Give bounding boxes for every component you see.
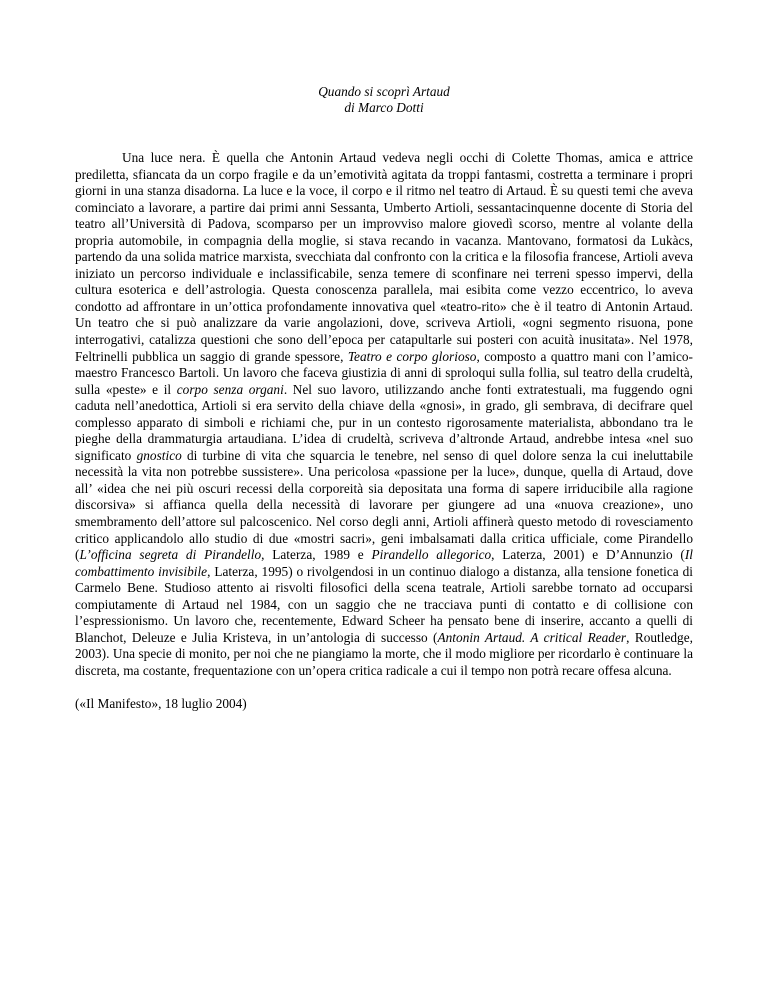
italic-title-segment: corpo senza organi [176,381,284,397]
text-segment: Una luce nera. È quella che Antonin Artaud vedeva negli occhi di Colette Thomas, amica e attrice prediletta, sfiancata da un corpo fragile e da un’emotività agitata da troppi fantasmi, costretta a terminare i propri giorni in una stanza disadorna. La luce e la voce, il corpo e il ritmo nel teatro di Artaud. È su questi temi che aveva cominciato a lavorare, a partire dai primi anni Sessanta, Umberto Artioli, sessantacinquenne docente di Storia del teatro all’Università di Padova, scomparso per un improvviso malore giovedì scorso, mentre al volante della propria automobile, in compagnia della moglie, si stava recando in vacanza. Mantovano, formatosi da Lukàcs, partendo da una solida matrice marxista, svecchiata dal confronto con la critica e la filosofia francese, Artioli aveva iniziato un percorso individuale e inclassificabile, senza temere di sconfinare nei terreni spesso impervi, della cultura esoterica e dell’astrologia. Questa conoscenza parallela, mai esibita come vezzo eccentrico, lo aveva condotto ad affrontare in un’ottica profondamente innovativa quel «teatro-rito» che è il teatro di Antonin Artaud. Un teatro che si può analizzare da varie angolazioni, dove, scriveva Artioli, «ogni segmento risuona, pone interrogativi, catalizza questioni che sono dell’epoca per catapultarle sui posteri con acuità inusitata». Nel 1978, Feltrinelli pubblica un saggio di grande spessore, [75,150,693,364]
italic-title-segment: L’officina segreta di Pirandello [79,547,262,563]
text-segment: , composto a quattro mani con l’amico-maestro Francesco Bartoli. Un lavoro che faceva giustizia di anni di sproloqui sulla follia, sul teatro della crudeltà, sulla «peste» e il [75,348,693,397]
text-segment: , Laterza, 2001) e D’Annunzio ( [491,547,685,563]
document-page [75,84,693,712]
text-segment: . Nel suo lavoro, utilizzando anche fonti extratestuali, ma fuggendo ogni caduta nell’anedottica, Artioli si era servito della chiave della «gnosi», in grado, gli sembrava, di decifrare quel complesso apparato di simboli e richiami che, pur in un contesto rigorosamente materialista, abbondano tra le pieghe della drammaturgia artaudiana. L’idea di crudeltà, scriveva d’altronde Artaud, andrebbe intesa «nel suo significato [75,381,693,463]
article-body [75,150,693,680]
text-segment: , Routledge, 2003). Una specie di monito, per noi che ne piangiamo la morte, che il modo migliore per ricordarlo è continuare la discreta, ma costante, frequentazione con un’opera critica radicale a cui il tempo non potrà recare offesa alcuna. [75,629,693,678]
italic-title-segment: Antonin Artaud. A critical Reader [437,629,627,645]
title-block [75,84,693,116]
text-segment: di turbine di vita che squarcia le tenebre, nel senso di quel dolore senza la cui ineluttabile necessità la vita non potrebbe sussistere». Una pericolosa «passione per la luce», dunque, quella di Artaud, dove all’ «idea che nei più oscuri recessi della corporeità sia depositata una forma di sapere irriducibile alla ragione discorsiva» si affianca quella della necessità di lavorare per giungere ad una «nuova creazione», uno smembramento dell’attore sul palcoscenico. Nel corso degli anni, Artioli affinerà questo metodo di rovesciamento critico applicandolo allo studio di due «mostri sacri», geni imbalsamati dalla critica ufficiale, come Pirandello ( [75,447,693,563]
article-byline: di Marco Dotti [344,100,424,115]
italic-title-segment: Teatro e corpo glorioso [347,348,477,364]
article-title: Quando si scoprì Artaud [318,84,450,99]
text-segment: , Laterza, 1989 e [261,547,372,563]
italic-title-segment: Il combattimento invisibile [75,547,693,579]
source-citation: («Il Manifesto», 18 luglio 2004) [75,695,247,711]
italic-title-segment: Pirandello allegorico [371,547,492,563]
text-segment: , Laterza, 1995) o rivolgendosi in un continuo dialogo a distanza, alla tensione fonetica di Carmelo Bene. Studioso attento ai risvolti filosofici della scena teatrale, Artioli sarebbe tornato ad occuparsi compiutamente di Artaud nel 1984, con un saggio che ne tracciava punti di contatto e di collisione con l’espressionismo. Un lavoro che, recentemente, Edward Scheer ha pensato bene di inserire, accanto a quelli di Blanchot, Deleuze e Julia Kristeva, in un’antologia di successo ( [75,563,693,645]
italic-title-segment: gnostico [136,447,182,463]
